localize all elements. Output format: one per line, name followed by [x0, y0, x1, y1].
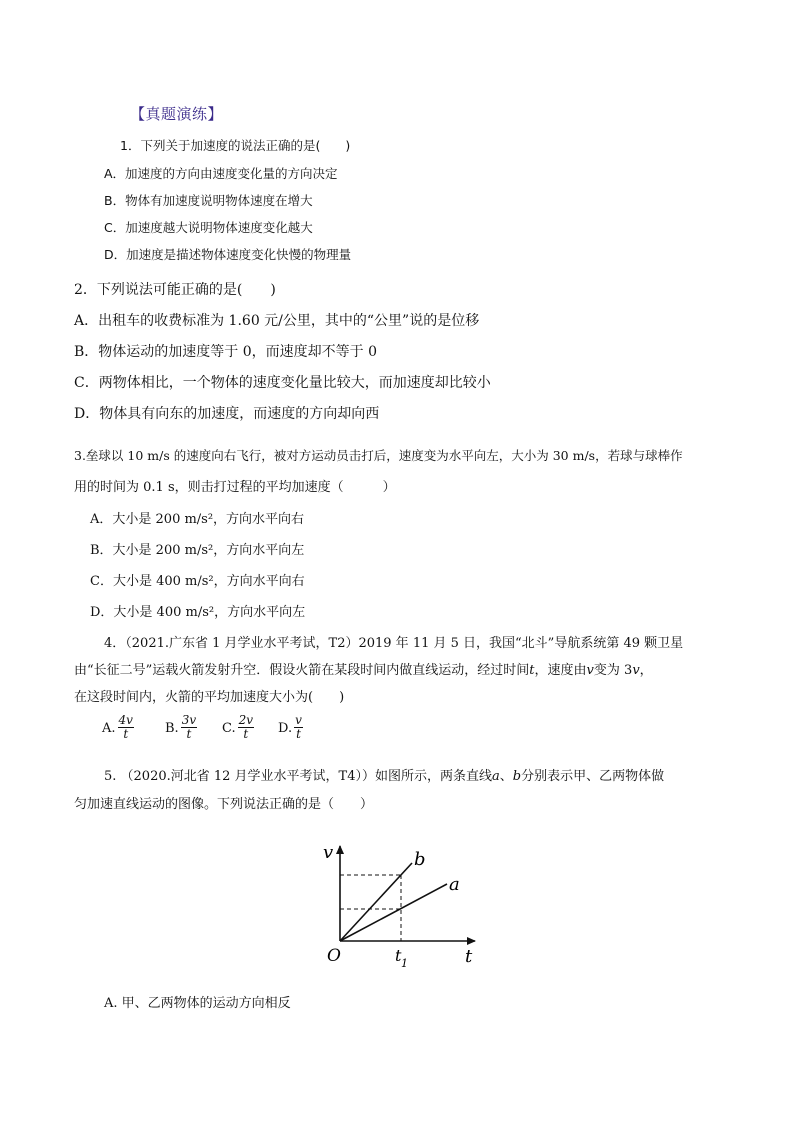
q3-stem-line1: 3.垒球以 10 m/s 的速度向右飞行，被对方运动员击打后，速度变为水平向左，大小为 30 m/s，若球与球棒作	[74, 448, 683, 463]
q3-stem-line2: 用的时间为 0.1 s，则击打过程的平均加速度（ ）	[74, 480, 396, 495]
q4-option-c-fraction	[238, 714, 254, 741]
q2-option-a: A．出租车的收费标准为 1.60 元/公里，其中的“公里”说的是位移	[74, 313, 480, 329]
q1-option-d: D．加速度是描述物体速度变化快慢的物理量	[104, 247, 352, 262]
q4-var-t: t	[529, 663, 535, 678]
q3-option-b: B．大小是 200 m/s²，方向水平向左	[90, 543, 305, 558]
q4-option-d-den: t	[296, 727, 301, 741]
q5-stem-text-b: 分别表示甲、乙两物体做	[521, 769, 665, 784]
q5-vt-graph	[315, 838, 485, 973]
q4-option-c-num: 2v	[238, 713, 254, 727]
q4-option-a-den: t	[123, 727, 129, 741]
q5-var-a: a	[492, 769, 500, 784]
q2-option-c: C．两物体相比，一个物体的速度变化量比较大，而加速度却比较小	[74, 375, 491, 391]
q5-graph-line-b-label: b	[414, 849, 426, 870]
q4-option-a-letter: A.	[102, 721, 116, 736]
q4-option-d	[278, 714, 305, 741]
q4-option-a-num: 4v	[118, 713, 133, 727]
q5-stem-text-a: 5. （2020.河北省 12 月学业水平考试，T4））如图所示，两条直线	[104, 769, 493, 784]
q5-graph-y-label: v	[323, 842, 334, 863]
q4-option-b-letter: B.	[165, 721, 179, 736]
q5-graph-tick-label: t	[395, 946, 402, 965]
q4-stem-line2	[74, 659, 653, 678]
q2-option-b: B．物体运动的加速度等于 0，而速度却不等于 0	[74, 344, 378, 360]
q4-stem-text-b: ，速度由	[534, 663, 587, 678]
q4-option-a	[102, 714, 136, 741]
q5-graph-tick-sub: 1	[401, 957, 408, 970]
q4-option-d-fraction	[294, 714, 303, 741]
q5-stem-line1	[104, 765, 664, 784]
q4-var-v2: v	[632, 663, 640, 678]
q2-stem: 2．下列说法可能正确的是( )	[74, 282, 276, 298]
q4-var-v: v	[586, 663, 594, 678]
q1-stem: 1．下列关于加速度的说法正确的是( )	[120, 138, 351, 153]
q5-graph-line-a-label: a	[449, 874, 460, 895]
q4-option-b-fraction	[181, 714, 197, 741]
q3-option-a: A．大小是 200 m/s²，方向水平向右	[90, 512, 305, 527]
q4-option-c	[222, 714, 256, 741]
q4-stem-line1: 4．（2021.广东省 1 月学业水平考试，T2）2019 年 11 月 5 日，我国“北斗”导航系统第 49 颗卫星	[104, 636, 684, 651]
q2-option-d: D．物体具有向东的加速度，而速度的方向却向西	[74, 406, 380, 422]
q4-option-b-den: t	[186, 727, 192, 741]
q4-stem-line3: 在这段时间内，火箭的平均加速度大小为( )	[74, 690, 345, 705]
q1-option-b: B．物体有加速度说明物体速度在增大	[104, 193, 313, 208]
q4-option-a-fraction	[118, 714, 134, 741]
q5-stem-line2: 匀加速直线运动的图像。下列说法正确的是（ ）	[74, 797, 374, 812]
q5-var-b: b	[512, 769, 522, 784]
q1-option-a: A．加速度的方向由速度变化量的方向决定	[104, 166, 338, 181]
q4-option-b	[165, 714, 199, 741]
q1-option-c: C．加速度越大说明物体速度变化越大	[104, 220, 313, 235]
q5-option-a: A. 甲、乙两物体的运动方向相反	[104, 996, 291, 1011]
q4-option-d-num: v	[295, 713, 302, 727]
q4-stem-text-c: 变为 3	[593, 663, 633, 678]
q4-option-d-letter: D.	[278, 721, 293, 736]
q5-stem-sep: 、	[499, 769, 513, 784]
section-title: 【真题演练】	[130, 105, 224, 123]
q4-stem-text-d: ，	[639, 663, 653, 678]
q4-option-c-den: t	[243, 727, 249, 741]
q3-option-c: C．大小是 400 m/s²，方向水平向右	[90, 574, 305, 589]
q5-graph-origin-label: O	[327, 946, 341, 966]
q4-option-c-letter: C.	[222, 721, 236, 736]
q5-graph-x-label: t	[465, 946, 473, 967]
q4-stem-text-a: 由“长征二号”运载火箭发射升空．假设火箭在某段时间内做直线运动，经过时间	[74, 663, 530, 678]
q5-graph-line-a	[340, 884, 447, 941]
q3-option-d: D．大小是 400 m/s²，方向水平向左	[90, 605, 306, 620]
q4-option-b-num: 3v	[181, 713, 197, 727]
